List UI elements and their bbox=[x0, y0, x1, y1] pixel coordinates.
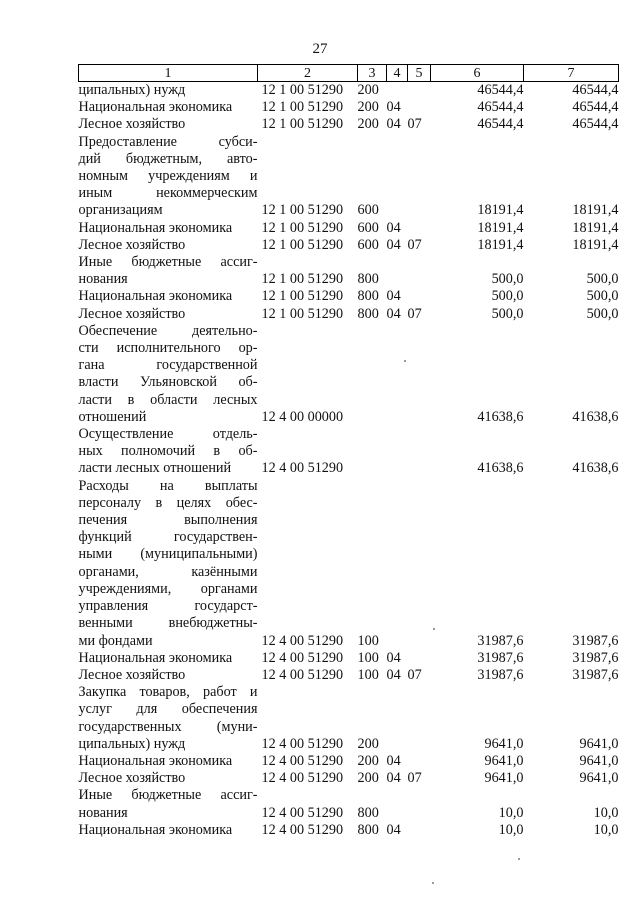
row-name-line: Лесное хозяйство bbox=[78, 116, 186, 133]
row-rz: 04 bbox=[386, 770, 401, 787]
row-value-col7: 31987,6 bbox=[572, 666, 619, 683]
row-value-col7: 10,0 bbox=[593, 804, 619, 821]
row-value-col7: 10,0 bbox=[593, 821, 619, 838]
row-name-line: ми фондами bbox=[78, 632, 153, 649]
row-vr: 800 bbox=[357, 821, 379, 838]
row-code: 12 1 00 51290 bbox=[261, 271, 344, 288]
row-vr: 800 bbox=[357, 288, 379, 305]
row-name bbox=[79, 288, 258, 305]
row-value-col7: 9641,0 bbox=[579, 752, 619, 769]
row-name-line: Лесное хозяйство bbox=[78, 666, 186, 683]
row-value-col7: 18191,4 bbox=[572, 219, 619, 236]
row-value-col6: 10,0 bbox=[498, 804, 524, 821]
row-value-col6: 500,0 bbox=[491, 305, 524, 322]
header-col-5: 5 bbox=[408, 65, 431, 82]
row-value-col6: 10,0 bbox=[498, 821, 524, 838]
row-name bbox=[79, 753, 258, 770]
row-rz: 04 bbox=[386, 752, 401, 769]
row-rz: 04 bbox=[386, 288, 401, 305]
table-row bbox=[79, 288, 619, 305]
row-vr: 800 bbox=[357, 804, 379, 821]
row-rz bbox=[387, 787, 408, 821]
row-name-line: функций государствен- bbox=[78, 529, 258, 546]
row-name-line: Обеспечение деятельно- bbox=[78, 322, 258, 339]
row-name bbox=[79, 822, 258, 839]
row-name bbox=[79, 667, 258, 684]
row-value-col6: 9641,0 bbox=[484, 770, 524, 787]
row-value-col7: 46544,4 bbox=[572, 99, 619, 116]
row-code: 12 1 00 51290 bbox=[261, 288, 344, 305]
table-row bbox=[79, 770, 619, 787]
row-name-line: услуг для обеспечения bbox=[78, 701, 258, 718]
header-col-7: 7 bbox=[524, 65, 619, 82]
scan-speck bbox=[518, 858, 520, 860]
row-name-line: Национальная экономика bbox=[78, 99, 233, 116]
row-name bbox=[79, 237, 258, 254]
row-value-col6: 46544,4 bbox=[477, 116, 524, 133]
row-name-line: персоналу в целях обес- bbox=[78, 494, 258, 511]
row-pr: 07 bbox=[407, 116, 422, 133]
table-row bbox=[79, 753, 619, 770]
row-vr: 200 bbox=[357, 735, 379, 752]
row-rz: 04 bbox=[386, 305, 401, 322]
row-name-line: Лесное хозяйство bbox=[78, 305, 186, 322]
row-name bbox=[79, 99, 258, 116]
table-row bbox=[79, 237, 619, 254]
row-name-line: Лесное хозяйство bbox=[78, 236, 186, 253]
table-row bbox=[79, 650, 619, 667]
row-name-line: государственных (муни- bbox=[78, 718, 258, 735]
row-value-col7: 41638,6 bbox=[572, 460, 619, 477]
row-name-line: учреждениями, органами bbox=[78, 580, 258, 597]
row-pr: 07 bbox=[407, 305, 422, 322]
row-pr bbox=[408, 220, 431, 237]
row-vr: 100 bbox=[357, 632, 379, 649]
row-value-col7: 18191,4 bbox=[572, 236, 619, 253]
row-name-line: ципальных) нужд bbox=[78, 735, 186, 752]
row-vr: 200 bbox=[357, 82, 379, 98]
row-value-col6: 46544,4 bbox=[477, 99, 524, 116]
row-vr bbox=[358, 323, 387, 426]
table-row bbox=[79, 99, 619, 116]
table-row bbox=[79, 306, 619, 323]
row-name-line: сти исполнительного ор- bbox=[78, 340, 258, 357]
row-value-col6: 500,0 bbox=[491, 271, 524, 288]
row-vr: 200 bbox=[357, 752, 379, 769]
row-vr: 600 bbox=[357, 236, 379, 253]
page-number: 27 bbox=[312, 41, 328, 57]
row-rz bbox=[387, 478, 408, 650]
row-vr bbox=[358, 426, 387, 478]
row-name bbox=[79, 82, 258, 100]
row-code: 12 4 00 51290 bbox=[261, 666, 344, 683]
row-name-line: нования bbox=[78, 271, 128, 288]
scan-speck bbox=[404, 360, 406, 362]
row-name bbox=[79, 134, 258, 220]
row-name-line: ласти в области лесных bbox=[78, 391, 258, 408]
row-code: 12 1 00 51290 bbox=[261, 305, 344, 322]
row-pr bbox=[408, 753, 431, 770]
row-rz: 04 bbox=[386, 666, 401, 683]
row-pr bbox=[408, 426, 431, 478]
row-name bbox=[79, 787, 258, 821]
table-row bbox=[79, 220, 619, 237]
row-pr: 07 bbox=[407, 236, 422, 253]
table-row bbox=[79, 426, 619, 478]
row-rz bbox=[387, 82, 408, 100]
row-name-line: ципальных) нужд bbox=[78, 82, 186, 98]
row-rz: 04 bbox=[386, 219, 401, 236]
row-value-col6: 9641,0 bbox=[484, 735, 524, 752]
row-pr bbox=[408, 134, 431, 220]
row-name-line: Национальная экономика bbox=[78, 821, 233, 838]
row-value-col6: 31987,6 bbox=[477, 649, 524, 666]
row-pr bbox=[408, 82, 431, 100]
row-rz bbox=[387, 254, 408, 288]
table-row bbox=[79, 787, 619, 821]
row-code: 12 1 00 51290 bbox=[261, 219, 344, 236]
row-name-line: управления государст- bbox=[78, 598, 258, 615]
row-vr: 600 bbox=[357, 202, 379, 219]
row-name-line: Предоставление субси- bbox=[78, 133, 258, 150]
header-col-2: 2 bbox=[258, 65, 358, 82]
row-code: 12 1 00 51290 bbox=[261, 82, 344, 98]
table-row bbox=[79, 478, 619, 650]
row-rz bbox=[387, 134, 408, 220]
row-rz bbox=[387, 323, 408, 426]
row-value-col6: 46544,4 bbox=[477, 82, 524, 98]
row-pr bbox=[408, 323, 431, 426]
row-name bbox=[79, 770, 258, 787]
row-vr: 100 bbox=[357, 666, 379, 683]
row-code: 12 4 00 51290 bbox=[261, 804, 344, 821]
row-value-col7: 46544,4 bbox=[572, 116, 619, 133]
row-name bbox=[79, 426, 258, 478]
row-name-line: Национальная экономика bbox=[78, 219, 233, 236]
row-name-line: Национальная экономика bbox=[78, 649, 233, 666]
row-value-col6: 31987,6 bbox=[477, 632, 524, 649]
row-name bbox=[79, 254, 258, 288]
header-col-1: 1 bbox=[79, 65, 258, 82]
row-name-line: Расходы на выплаты bbox=[78, 477, 258, 494]
row-value-col6: 9641,0 bbox=[484, 752, 524, 769]
row-name-line: Иные бюджетные ассиг- bbox=[78, 787, 258, 804]
row-value-col7: 500,0 bbox=[586, 305, 619, 322]
row-name-line: иным некоммерческим bbox=[78, 185, 258, 202]
row-rz bbox=[387, 684, 408, 753]
row-code: 12 4 00 51290 bbox=[261, 752, 344, 769]
row-vr: 800 bbox=[357, 271, 379, 288]
row-name-line: власти Ульяновской об- bbox=[78, 374, 258, 391]
row-rz: 04 bbox=[386, 99, 401, 116]
row-name-line: Осуществление отдель- bbox=[78, 426, 258, 443]
row-code: 12 1 00 51290 bbox=[261, 236, 344, 253]
row-pr: 07 bbox=[407, 666, 422, 683]
row-name-line: дий бюджетным, авто- bbox=[78, 150, 258, 167]
row-name bbox=[79, 306, 258, 323]
row-rz: 04 bbox=[386, 116, 401, 133]
row-value-col6: 18191,4 bbox=[477, 202, 524, 219]
row-value-col7: 31987,6 bbox=[572, 632, 619, 649]
row-pr bbox=[408, 478, 431, 650]
table-row bbox=[79, 254, 619, 288]
row-code: 12 1 00 51290 bbox=[261, 116, 344, 133]
table-row bbox=[79, 667, 619, 684]
header-col-4: 4 bbox=[387, 65, 408, 82]
row-pr bbox=[408, 99, 431, 116]
row-value-col7: 9641,0 bbox=[579, 770, 619, 787]
table-row bbox=[79, 134, 619, 220]
row-vr: 600 bbox=[357, 219, 379, 236]
row-value-col7: 31987,6 bbox=[572, 649, 619, 666]
row-name-line: ными (муниципальными) bbox=[78, 546, 258, 563]
header-col-6: 6 bbox=[431, 65, 524, 82]
row-value-col7: 18191,4 bbox=[572, 202, 619, 219]
row-rz: 04 bbox=[386, 821, 401, 838]
row-pr bbox=[408, 684, 431, 753]
row-rz bbox=[387, 426, 408, 478]
table-row bbox=[79, 116, 619, 133]
row-value-col6: 41638,6 bbox=[477, 408, 524, 425]
row-name-line: органами, казёнными bbox=[78, 563, 258, 580]
header-col-3: 3 bbox=[358, 65, 387, 82]
row-code: 12 4 00 51290 bbox=[261, 649, 344, 666]
row-name-line: Закупка товаров, работ и bbox=[78, 684, 258, 701]
row-value-col6: 500,0 bbox=[491, 288, 524, 305]
row-name bbox=[79, 116, 258, 133]
row-name-line: ных полномочий в об- bbox=[78, 443, 258, 460]
row-value-col6: 18191,4 bbox=[477, 219, 524, 236]
row-code: 12 1 00 51290 bbox=[261, 99, 344, 116]
row-name-line: отношений bbox=[78, 408, 147, 425]
scan-speck bbox=[433, 628, 435, 630]
row-value-col7: 500,0 bbox=[586, 288, 619, 305]
row-value-col7: 46544,4 bbox=[572, 82, 619, 98]
table-row bbox=[79, 82, 619, 100]
row-name-line: венными внебюджетны- bbox=[78, 615, 258, 632]
row-value-col7: 500,0 bbox=[586, 271, 619, 288]
table-body bbox=[79, 82, 619, 839]
row-name bbox=[79, 650, 258, 667]
row-name-line: Иные бюджетные ассиг- bbox=[78, 254, 258, 271]
table-header bbox=[79, 65, 619, 82]
row-vr: 100 bbox=[357, 649, 379, 666]
row-pr bbox=[408, 822, 431, 839]
row-vr: 800 bbox=[357, 305, 379, 322]
row-value-col6: 31987,6 bbox=[477, 666, 524, 683]
row-value-col6: 41638,6 bbox=[477, 460, 524, 477]
row-rz: 04 bbox=[386, 236, 401, 253]
row-name-line: Национальная экономика bbox=[78, 752, 233, 769]
table-row bbox=[79, 822, 619, 839]
row-vr: 200 bbox=[357, 99, 379, 116]
row-name bbox=[79, 684, 258, 753]
row-name bbox=[79, 323, 258, 426]
table-row bbox=[79, 323, 619, 426]
row-value-col6: 18191,4 bbox=[477, 236, 524, 253]
scan-speck bbox=[432, 882, 434, 884]
row-name-line: организациям bbox=[78, 202, 163, 219]
row-name-line: печения выполнения bbox=[78, 512, 258, 529]
row-code: 12 4 00 51290 bbox=[261, 735, 344, 752]
row-pr bbox=[408, 288, 431, 305]
row-code: 12 4 00 51290 bbox=[261, 460, 344, 477]
row-name-line: гана государственной bbox=[78, 357, 258, 374]
row-code: 12 4 00 51290 bbox=[261, 821, 344, 838]
row-name bbox=[79, 478, 258, 650]
row-vr: 200 bbox=[357, 116, 379, 133]
budget-table bbox=[78, 64, 619, 839]
row-value-col7: 41638,6 bbox=[572, 408, 619, 425]
row-pr bbox=[408, 254, 431, 288]
row-rz: 04 bbox=[386, 649, 401, 666]
row-pr: 07 bbox=[407, 770, 422, 787]
row-pr bbox=[408, 787, 431, 821]
row-code: 12 4 00 51290 bbox=[261, 770, 344, 787]
row-value-col7: 9641,0 bbox=[579, 735, 619, 752]
row-name-line: номным учреждениям и bbox=[78, 168, 258, 185]
row-code: 12 4 00 00000 bbox=[261, 408, 344, 425]
table-row bbox=[79, 684, 619, 753]
row-name-line: Национальная экономика bbox=[78, 288, 233, 305]
row-name bbox=[79, 220, 258, 237]
row-name-line: ласти лесных отношений bbox=[78, 460, 232, 477]
row-vr: 200 bbox=[357, 770, 379, 787]
row-name-line: Лесное хозяйство bbox=[78, 770, 186, 787]
row-name-line: нования bbox=[78, 804, 128, 821]
row-code: 12 1 00 51290 bbox=[261, 202, 344, 219]
row-pr bbox=[408, 650, 431, 667]
row-code: 12 4 00 51290 bbox=[261, 632, 344, 649]
